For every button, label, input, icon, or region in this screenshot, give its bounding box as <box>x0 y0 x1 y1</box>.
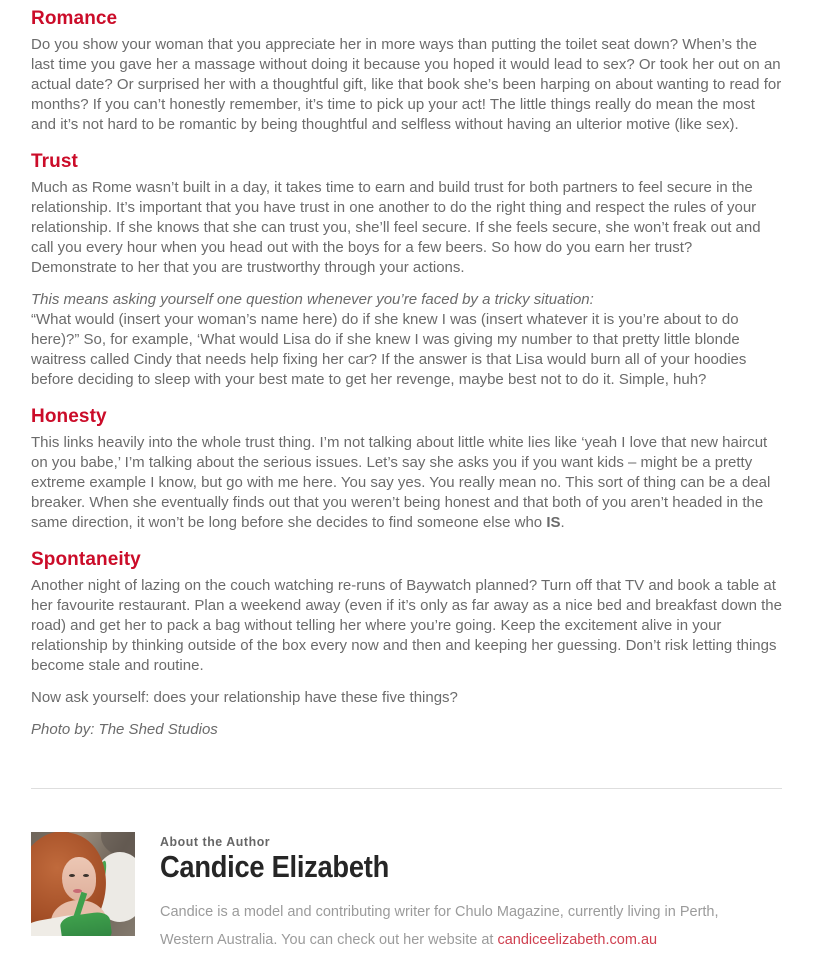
article-paragraph: This means asking yourself one question whenever you’re faced by a tricky situation: “What would (insert your woman’s name here) do if she knew I was (insert whatever it is you’re about to do here)?” So, for example, ‘What would Lisa do if she knew I was giving my number to that pretty little blonde waitress called Cindy that needs help fixing her car? If the answer is that Lisa would burn all of your hoodies before deciding to sleep with your best mate to get her revenge, maybe best not to do it. Simple, huh? <box>31 291 747 388</box>
author-name: Candice Elizabeth <box>160 849 389 884</box>
article-paragraph: Another night of lazing on the couch watching re-runs of Baywatch planned? Turn off that TV and book a table at her favourite restaurant. Plan a weekend away (even if it’s only as far away as a nice bed and breakfast down the road) and get her to pack a bag without telling her where you’re going. Keep the excitement alive in your relationship by thinking outside of the box every now and then and keeping her guessing. Don’t risk letting things become stale and routine. <box>31 577 782 674</box>
about-the-author-label: About the Author <box>160 834 271 849</box>
author-info <box>160 832 719 954</box>
author-website-link[interactable]: candiceelizabeth.com.au <box>497 932 658 948</box>
article-paragraph: This links heavily into the whole trust thing. I’m not talking about little white lies like ‘yeah I love that new haircut on you babe,’ I’m talking about the serious issues. Let’s say she asks you if you want kids – might be a pretty extreme example I know, but go with me here. You say yes. You really mean no. This sort of thing can be a deal breaker. When she eventually finds out that you weren’t being honest and that both of you aren’t headed in the same direction, it won’t be long before she decides to find someone else who IS. <box>31 434 771 531</box>
article-paragraph: Photo by: The Shed Studios <box>31 721 218 738</box>
author-photo <box>31 832 135 936</box>
author-bio: Candice is a model and contributing writer for Chulo Magazine, currently living in Perth, Western Australia. You can check out her website at candiceelizabeth.com.au <box>160 904 719 948</box>
section-heading-romance: Romance <box>31 8 118 29</box>
section-heading-honesty: Honesty <box>31 406 107 427</box>
section-heading-trust: Trust <box>31 151 78 172</box>
article-paragraph: Much as Rome wasn’t built in a day, it takes time to earn and build trust for both partners to feel secure in the relationship. It’s important that you have trust in one another to do the right thing and respect the rules of your relationship. If she knows that she can trust you, she’ll feel secure. If she feels secure, she won’t freak out and call you every hour when you head out with the boys for a few beers. So how do you earn her trust? Demonstrate to her that you are trustworthy through your actions. <box>31 179 761 276</box>
about-the-author-section <box>31 832 782 964</box>
article-paragraph: Now ask yourself: does your relationship have these five things? <box>31 689 458 706</box>
article-paragraph: Do you show your woman that you appreciate her in more ways than putting the toilet seat down? When’s the last time you gave her a massage without doing it because you hoped it would lead to sex? Or took her out on an actual date? Or surprised her with a thoughtful gift, like that book she’s been harping on about wanting to read for months? If you can’t honestly remember, it’s time to pick up your act! The little things really do mean the most and it’s not hard to be romantic by being thoughtful and selfless without having an ulterior motive (like sex). <box>31 36 782 133</box>
divider <box>31 788 782 789</box>
article-body <box>31 8 782 740</box>
section-heading-spontaneity: Spontaneity <box>31 549 141 570</box>
